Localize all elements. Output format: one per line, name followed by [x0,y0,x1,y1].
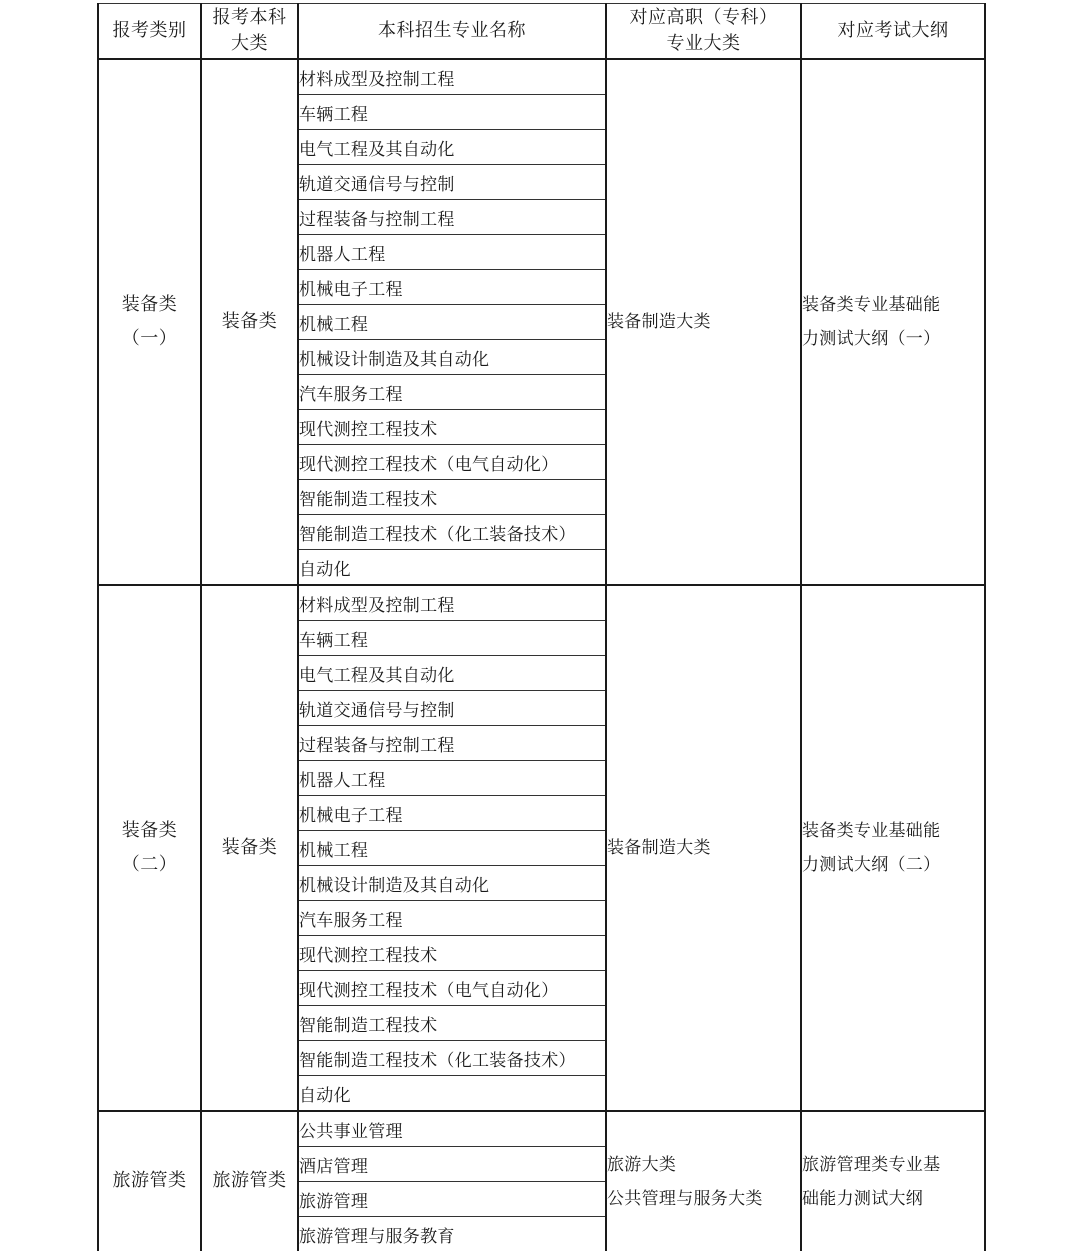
cell-program-name: 现代测控工程技术（电气自动化） [298,971,606,1006]
cell-exam-syllabus-equipment-1 [801,59,985,585]
cell-vocational-category-tourism-management [606,1111,801,1251]
cell-program-name: 汽车服务工程 [298,375,606,410]
cell-program-name: 轨道交通信号与控制 [298,691,606,726]
column-header-line: 报考本科 [202,5,297,31]
exam-syllabus-line: 力测试大纲（二） [802,848,984,882]
undergrad-major-line: 装备类 [202,305,297,339]
cell-vocational-category-equipment-2 [606,585,801,1111]
table-header [98,4,985,60]
undergrad-major-line: 旅游管类 [202,1164,297,1198]
cell-program-name: 机械电子工程 [298,270,606,305]
cell-program-name: 现代测控工程技术 [298,410,606,445]
cell-program-name: 汽车服务工程 [298,901,606,936]
cell-program-name: 机械电子工程 [298,796,606,831]
table-body [98,59,985,1251]
cell-program-name: 过程装备与控制工程 [298,726,606,761]
cell-apply-category-equipment-2 [98,585,201,1111]
vocational-category-line: 公共管理与服务大类 [607,1182,800,1216]
cell-program-name: 智能制造工程技术 [298,480,606,515]
table-row [98,585,985,621]
cell-program-name: 材料成型及控制工程 [298,585,606,621]
vocational-category-line: 装备制造大类 [607,305,800,339]
cell-program-name: 材料成型及控制工程 [298,59,606,95]
column-header-apply-category [98,4,201,60]
cell-exam-syllabus-equipment-2 [801,585,985,1111]
cell-program-name: 车辆工程 [298,621,606,656]
cell-undergrad-major-tourism-management [201,1111,298,1251]
apply-category-line: 装备类 [99,814,200,848]
cell-program-name: 旅游管理 [298,1182,606,1217]
column-header-apply-undergrad-major [201,4,298,60]
cell-program-name: 公共事业管理 [298,1111,606,1147]
apply-category-line: （一） [99,322,200,356]
cell-program-name: 电气工程及其自动化 [298,130,606,165]
cell-program-name: 机械工程 [298,305,606,340]
cell-exam-syllabus-tourism-management [801,1111,985,1251]
cell-program-name: 智能制造工程技术（化工装备技术） [298,515,606,550]
column-header-line: 大类 [202,31,297,57]
exam-syllabus-line: 装备类专业基础能 [802,288,984,322]
exam-syllabus-line: 旅游管理类专业基 [802,1148,984,1182]
cell-program-name: 现代测控工程技术（电气自动化） [298,445,606,480]
cell-program-name: 轨道交通信号与控制 [298,165,606,200]
column-header-line: 对应考试大纲 [802,18,984,44]
column-header-line: 专业大类 [607,31,800,57]
exam-category-table [97,3,986,1251]
exam-syllabus-line: 础能力测试大纲 [802,1182,984,1216]
table-header-row [98,4,985,60]
cell-program-name: 现代测控工程技术 [298,936,606,971]
cell-program-name: 机器人工程 [298,235,606,270]
cell-program-name: 智能制造工程技术 [298,1006,606,1041]
vocational-category-line: 旅游大类 [607,1148,800,1182]
cell-program-name: 旅游管理与服务教育 [298,1217,606,1251]
apply-category-line: 旅游管类 [99,1164,200,1198]
column-header-line: 报考类别 [99,18,200,44]
cell-program-name: 酒店管理 [298,1147,606,1182]
cell-program-name: 车辆工程 [298,95,606,130]
table-row [98,59,985,95]
cell-apply-category-tourism-management [98,1111,201,1251]
apply-category-line: （二） [99,848,200,882]
cell-program-name: 机器人工程 [298,761,606,796]
cell-program-name: 过程装备与控制工程 [298,200,606,235]
cell-vocational-category-equipment-1 [606,59,801,585]
cell-program-name: 机械设计制造及其自动化 [298,340,606,375]
cell-program-name: 机械设计制造及其自动化 [298,866,606,901]
cell-program-name: 机械工程 [298,831,606,866]
exam-syllabus-line: 装备类专业基础能 [802,814,984,848]
cell-undergrad-major-equipment-1 [201,59,298,585]
cell-program-name: 自动化 [298,1076,606,1112]
column-header-line: 对应高职（专科） [607,5,800,31]
column-header-undergrad-program-name [298,4,606,60]
exam-syllabus-line: 力测试大纲（一） [802,322,984,356]
table-row [98,1111,985,1147]
cell-program-name: 电气工程及其自动化 [298,656,606,691]
undergrad-major-line: 装备类 [202,831,297,865]
column-header-vocational-major-category [606,4,801,60]
column-header-line: 本科招生专业名称 [299,18,605,44]
vocational-category-line: 装备制造大类 [607,831,800,865]
apply-category-line: 装备类 [99,288,200,322]
cell-apply-category-equipment-1 [98,59,201,585]
cell-program-name: 智能制造工程技术（化工装备技术） [298,1041,606,1076]
column-header-exam-syllabus [801,4,985,60]
cell-program-name: 自动化 [298,550,606,586]
cell-undergrad-major-equipment-2 [201,585,298,1111]
